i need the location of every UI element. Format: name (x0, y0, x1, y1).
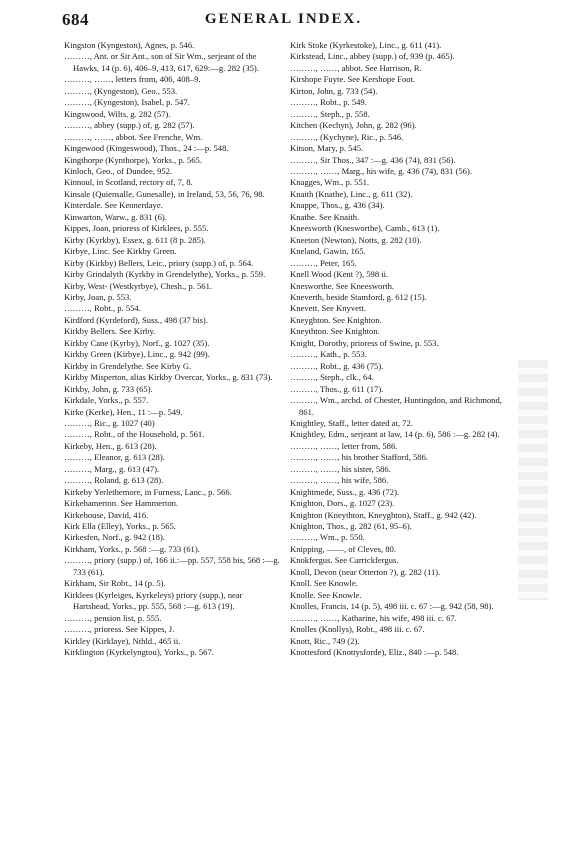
index-entry: Kinloch, Geo., of Dundee, 952. (64, 165, 173, 176)
page-title: GENERAL INDEX. (204, 11, 363, 27)
index-entry: Kirkesfen, Norf., g. 942 (18). (64, 532, 165, 543)
index-entry: Kirkeby, Hen., g. 613 (28). (64, 440, 157, 451)
index-entry: ………, ……, Marg., his wife, g. 436 (74), 831 (56). (290, 165, 472, 176)
index-entry: Kneverth, beside Stamford, g. 612 (15). (290, 291, 427, 302)
index-column-left (64, 40, 280, 658)
index-entry: Knightley, Staff., letter dated at, 72. (290, 417, 413, 428)
index-entry: ………, Robt., p. 549. (290, 97, 367, 108)
index-entry: Kirkdale, Yorks., p. 557. (64, 395, 149, 406)
index-entry: ………, ……, his wife, 586. (290, 475, 389, 486)
page-header (0, 10, 567, 34)
index-entry: Kneyghton. See Knighton. (290, 314, 382, 325)
index-entry: ………, prioress. See Kippes, J. (64, 624, 175, 635)
index-entry: Kingewood (Kingeswood), Thos., 24 :—p. 548. (64, 143, 229, 154)
index-entry: ………, (Kychyne), Ric., p. 546. (290, 131, 404, 142)
index-entry: Kirton, John, g. 733 (54). (290, 85, 378, 96)
index-entry: ………, Eleanor, g. 613 (28). (64, 452, 165, 463)
index-entry: Kirkby Bellers. See Kirby. (64, 326, 156, 337)
index-entry: Knighton (Kneythton, Kneyghton), Staff., g. 942 (42). (290, 509, 477, 520)
index-entry: Knottesford (Knottysforde), Eliz., 840 :—p. 548. (290, 647, 459, 658)
index-entry: Kinwarton, Warw., g. 831 (6). (64, 211, 167, 222)
index-entry: Knolle. See Knowle. (290, 589, 362, 600)
index-entry: Kirklington (Kyrkelyngtou), Yorks., p. 567. (64, 647, 214, 658)
index-entry: ………, Robt., of the Household, p. 561. (64, 429, 205, 440)
index-entry: Kitchen (Kechyn), John, g. 282 (96). (290, 120, 417, 131)
index-entry: Kirkstead, Linc., abbey (supp.) of, 939 (p. 465). (290, 51, 455, 62)
index-entry: Knagges, Wm., p. 551. (290, 177, 370, 188)
index-entry: ………, Steph., clk., 64. (290, 372, 374, 383)
index-entry: ………, Peter, 165. (290, 257, 357, 268)
watermark (518, 360, 548, 600)
index-entry: ………, Steph., p. 558. (290, 108, 370, 119)
index-entry: ………, (Kyngeston), Geo., 553. (64, 85, 178, 96)
index-entry: ………, Kath., p. 553. (290, 349, 367, 360)
index-entry: Kirby, Joan, p. 553. (64, 291, 132, 302)
index-entry: Kirkham, Sir Robt., 14 (p. 5). (64, 578, 166, 589)
page-number: 684 (62, 10, 89, 29)
index-entry: Kirklees (Kyrleiges, Kyrkeleys) priory (supp.), near Hartshead, Yorks., pp. 555, 568 :—g. 613 (19). (64, 589, 243, 612)
index-entry: ………, Wm., p. 550. (290, 532, 365, 543)
index-entry: Kinnoul, in Scotland, rectory of, 7, 8. (64, 177, 193, 188)
index-entry: ………, Marg., g. 613 (47). (64, 463, 160, 474)
index-entry: Kneeton (Newton), Notts, g. 282 (10). (290, 234, 422, 245)
index-entry: Kirkby Green (Kirbye), Linc., g. 942 (99). (64, 349, 210, 360)
index-entry: Kirkley (Kirklaye), Nthld., 465 ii. (64, 635, 181, 646)
index-entry: ………, pension list, p. 555. (64, 612, 162, 623)
index-entry: Knathe. See Knaith. (290, 211, 360, 222)
index-entry: ………, ……, abbot. See Frenche, Wm. (64, 131, 203, 142)
index-entry: ………, Thos., g. 611 (17). (290, 383, 384, 394)
index-entry: Kinsale (Quiensalle, Gunesalle), in Ireland, 53, 56, 76, 98. (64, 188, 265, 199)
index-entry: Knight, Dorothy, prioress of Swine, p. 553. (290, 337, 439, 348)
index-entry: Knightley, Edm., serjeant at law, 14 (p. 6), 586 :—g. 282 (4). (290, 429, 500, 440)
index-entry: Kirk Stoke (Kyrkestoke), Linc., g. 611 (41). (290, 40, 442, 50)
index-entry: Knipping, ——, of Cleves, 80. (290, 543, 396, 554)
index-entry: ………, Wm., archd. of Chester, Huntingdon, and Richmond, 861. (290, 395, 502, 417)
index-entry: ………, ……, Katharine, his wife, 498 iii. c. 67. (290, 612, 457, 623)
index-entry: Kirk Ella (Elley), Yorks., p. 565. (64, 521, 176, 532)
index-entry: Kirkehamerton. See Hammerton. (64, 498, 179, 509)
index-entry: Kirkehouse, David, 416. (64, 509, 149, 520)
index-entry: Kneesworth (Knesworthe), Camb., 613 (1). (290, 223, 440, 234)
index-entry: Knell Wood (Kent ?), 598 ii. (290, 269, 389, 280)
index-entry: Knighton, Thos., g. 282 (61, 95–6). (290, 521, 412, 532)
index-entry: Knappe, Thos., g. 436 (34). (290, 200, 385, 211)
index-entry: Kirby, West- (Westkyrbye), Chesh., p. 561. (64, 280, 213, 291)
index-entry: Knokfergus. See Carrickfergus. (290, 555, 399, 566)
index-entry: ………, Ant. or Sir Ant., son of Sir Wm., serjeant of the Hawks, 14 (p. 6), 406–9, 413, 617, 629:—g. 282 (35). (64, 51, 259, 73)
index-entry: Knoll, Devon (near Otterton ?), g. 282 (11). (290, 566, 441, 577)
index-entry: Knightmede, Suss., g. 436 (72). (290, 486, 400, 497)
index-entry: ………, Ric., g. 1027 (40) (64, 417, 155, 428)
index-entry: Kneland, Gawin, 165. (290, 246, 366, 257)
index-entry: Kingthorpe (Kynthorpe), Yorks., p. 565. (64, 154, 202, 165)
index-entry: Kirshope Fuyte. See Kershope Foot. (290, 74, 416, 85)
index-entry: ………, abbey (supp.) of, g. 282 (57). (64, 120, 195, 131)
index-entry: Knighton, Dors., g. 1027 (23). (290, 498, 395, 509)
index-entry: ………, ……, abbot. See Harrison, R. (290, 62, 422, 73)
index-entry: Kirke (Kerke), Hen., 11 :—p. 549. (64, 406, 183, 417)
index-entry: Knevett. See Knyvett. (290, 303, 366, 314)
index-entry: Kirby (Kyrkby), Essex, g. 611 (8 p. 285). (64, 234, 206, 245)
index-entry: Knolles, Francis, 14 (p. 5), 498 iii. c. 67 :—g. 942 (58, 98). (290, 601, 494, 612)
index-entry: Kitson, Mary, p. 545. (290, 143, 364, 154)
index-entry: Kingswood, Wilts, g. 282 (57). (64, 108, 171, 119)
index-entry: Knott, Ric., 749 (2). (290, 635, 360, 646)
index-entry: ………, Robt., p. 554. (64, 303, 141, 314)
index-column-right (290, 40, 506, 658)
index-entry: ………, Robt., g. 436 (75). (290, 360, 384, 371)
index-entry: Kneythton. See Knighton. (290, 326, 380, 337)
index-entry: Kingston (Kyngeston), Agnes, p. 546. (64, 40, 195, 50)
index-entry: Kirkby Cane (Kyrby), Norf., g. 1027 (35). (64, 337, 210, 348)
index-entry: Knesworthe. See Kneesworth. (290, 280, 395, 291)
index-entry: ………, ……, letters from, 406, 408–9. (64, 74, 201, 85)
index-entry: Kirkby in Grendelythe. See Kirby G. (64, 360, 192, 371)
index-entry: Kirkham, Yorks., p. 568 :—g. 733 (61). (64, 543, 200, 554)
index-entry: ………, ……, his sister, 586. (290, 463, 391, 474)
index-entry: Kirbye, Linc. See Kirkby Green. (64, 246, 177, 257)
index-entry: Knolles (Knollys), Robt., 498 iii. c. 67. (290, 624, 425, 635)
index-entry: ………, priory (supp.) of, 166 ii.:—pp. 557, 558 bis, 568 :—g. 733 (61). (64, 555, 280, 577)
index-entry: Knaith (Knathe), Linc., g. 611 (32). (290, 188, 413, 199)
index-entry: Kirkby, John, g. 733 (65). (64, 383, 153, 394)
index-entry: ………, Roland, g. 613 (28). (64, 475, 164, 486)
index-entry: Kirdford (Kyrdeford), Suss., 498 (37 bis). (64, 314, 208, 325)
index-entry: Kippes, Joan, prioress of Kirklees, p. 555. (64, 223, 209, 234)
index-entry: Kirby Grindalyth (Kyrkby in Grendelythe), Yorks., p. 559. (64, 269, 266, 280)
index-entry: Kirkby Misperton, alias Kirkby Overcar, Yorks., g. 831 (73). (64, 372, 273, 383)
index-entry: ………, ……, letter from, 586. (290, 440, 398, 451)
index-entry: Knoll. See Knowle. (290, 578, 358, 589)
index-entry: ………, (Kyngeston), Isabel, p. 547. (64, 97, 190, 108)
index-entry: Kinterdale. See Kennerdaye. (64, 200, 163, 211)
index-entry: Kirkeby Yerlethemore, in Furness, Lanc., p. 566. (64, 486, 232, 497)
index-entry: ………, ……, his brother Stafford, 586. (290, 452, 429, 463)
index-entry: Kirby (Kirkby) Bellers, Leic., priory (supp.) of, p. 564. (64, 257, 254, 268)
index-entry: ………, Sir Thos., 347 :—g. 436 (74), 831 (56). (290, 154, 456, 165)
